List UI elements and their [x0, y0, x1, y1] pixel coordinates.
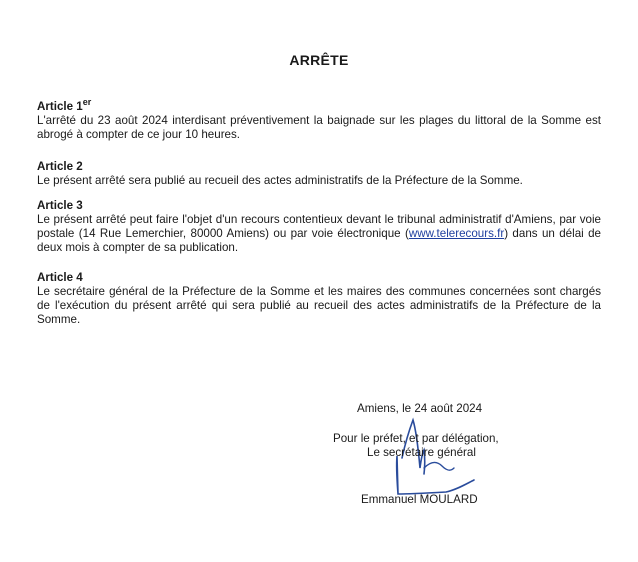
article-body-text: ) dans un délai de deux mois à compter de sa publication.	[37, 227, 601, 254]
article-body-text: Le présent arrêté peut faire l'objet d'un recours contentieux devant le tribunal administratif d'Amiens, par voie postale (14 Rue Lemerchier, 80000 Amiens) ou par voie électronique (	[37, 213, 601, 240]
article-2	[37, 160, 601, 188]
article-4	[37, 271, 601, 327]
article-body	[37, 213, 601, 255]
article-heading-superscript: er	[82, 97, 92, 107]
article-heading	[37, 97, 601, 114]
document-title: ARRÊTE	[289, 52, 349, 68]
article-heading-text: Article 1	[37, 100, 83, 113]
article-body: Le présent arrêté sera publié au recueil des actes administratifs de la Préfecture de la Somme.	[37, 174, 523, 187]
article-body: L'arrêté du 23 août 2024 interdisant préventivement la baignade sur les plages du littoral de la Somme est abrogé à compter de ce jour 10 heures.	[37, 114, 601, 141]
signature-place-date: Amiens, le 24 août 2024	[357, 402, 483, 415]
article-heading: Article 3	[37, 199, 83, 212]
article-3	[37, 199, 601, 255]
article-heading: Article 4	[37, 271, 83, 284]
signature-delegation-line: Pour le préfet, et par délégation,	[333, 432, 499, 445]
signatory-name: Emmanuel MOULARD	[361, 493, 478, 506]
article-heading: Article 2	[37, 160, 83, 173]
article-1	[37, 97, 601, 142]
signatory-role: Le secrétaire général	[367, 446, 476, 459]
telerecours-link[interactable]: www.telerecours.fr	[408, 227, 505, 240]
article-body: Le secrétaire général de la Préfecture de la Somme et les maires des communes concernées sont chargés de l'exécution du présent arrêté qui sera publié au recueil des actes administratifs de la Préfecture de la Somme.	[37, 285, 601, 326]
